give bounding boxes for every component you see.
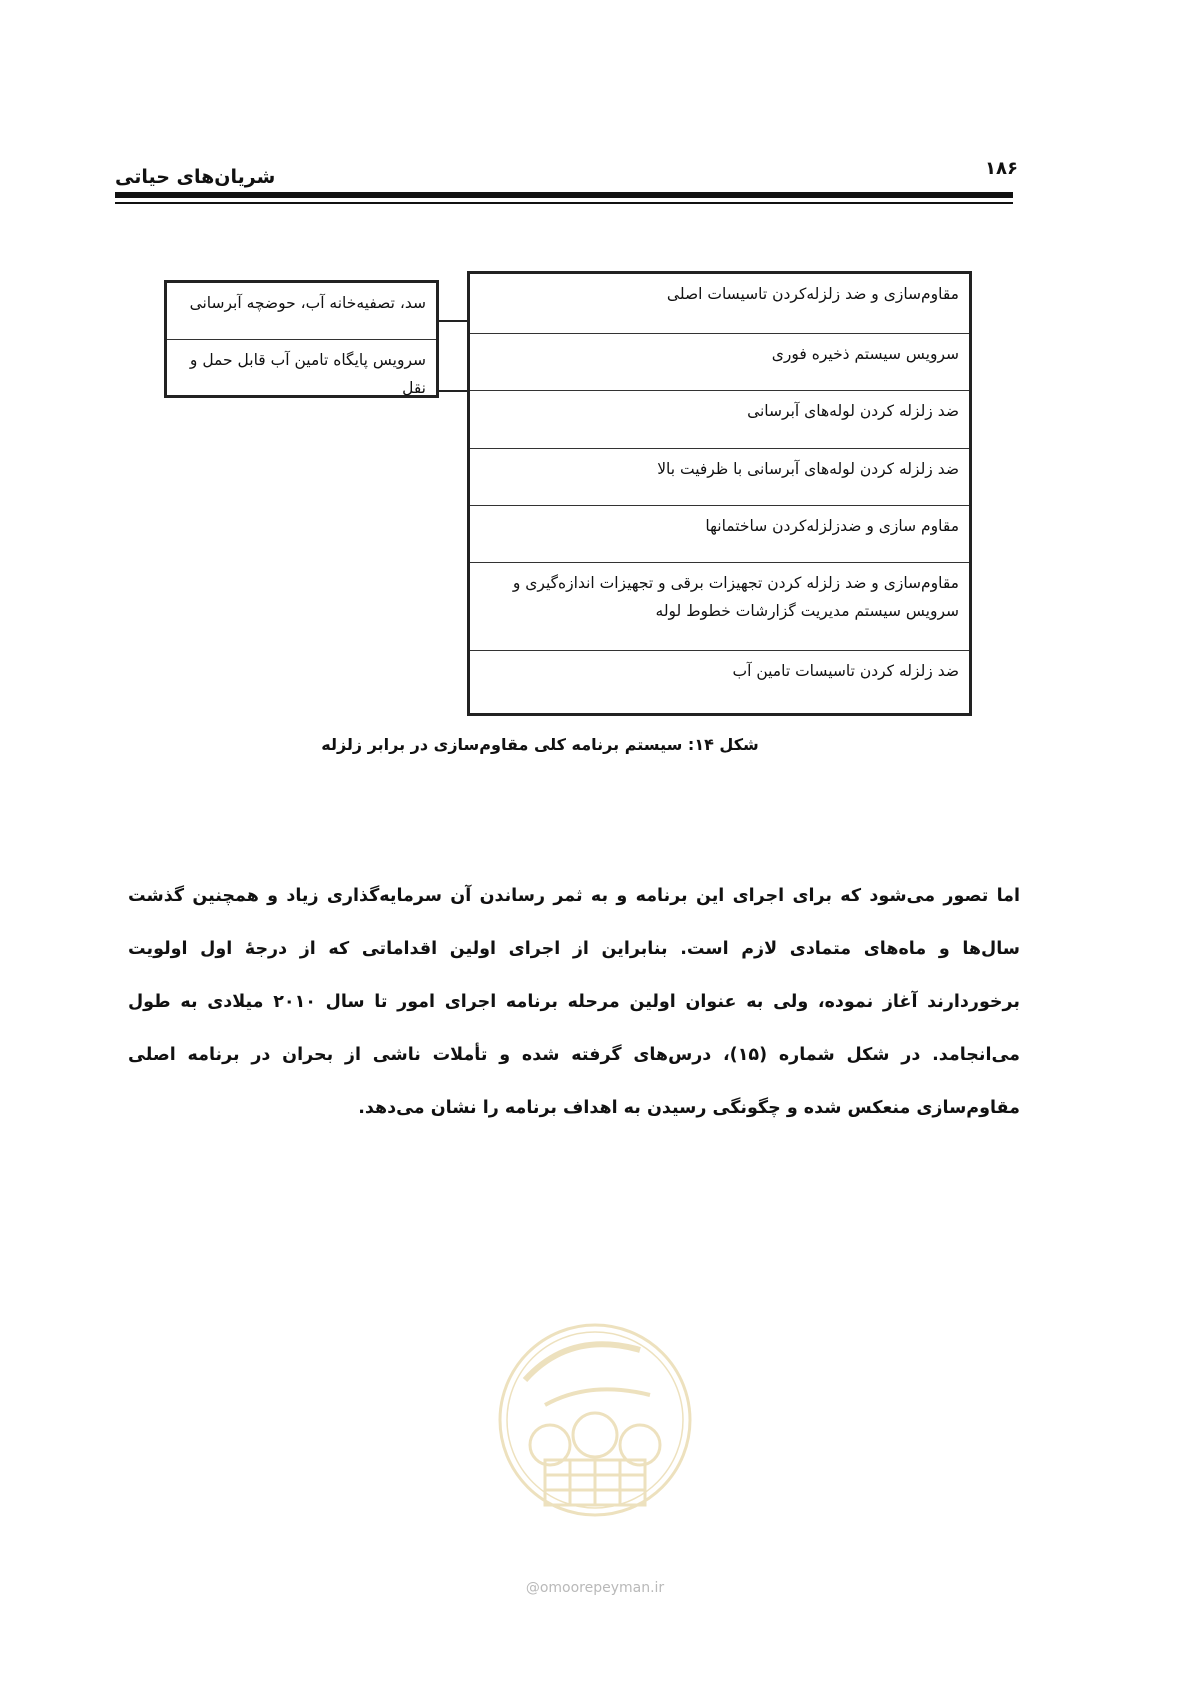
watermark-url: @omoorepeyman.ir bbox=[525, 1580, 665, 1596]
diagram-left-box: سد، تصفیه‌خانه آب، حوضچه آبرسانی bbox=[167, 283, 436, 340]
diagram-right-box: ضد زلزله کردن لوله‌های آبرسانی bbox=[470, 391, 969, 449]
diagram-right-box: مقاوم‌سازی و ضد زلزله کردن تجهیزات برقی و تجهیزات اندازه‌گیری و سرویس سیستم مدیریت گزارشات خطوط لوله bbox=[470, 563, 969, 651]
diagram-left-box: سرویس پایگاه تامین آب قابل حمل و نقل bbox=[189, 351, 426, 397]
diagram-right-box: ضد زلزله کردن لوله‌های آبرسانی با ظرفیت بالا bbox=[470, 449, 969, 506]
body-paragraph: اما تصور می‌شود که برای اجرای این برنامه و به ثمر رساندن آن سرمایه‌گذاری زیاد و همچنین گذشت سال‌ها و ماه‌های متمادی لازم است. بنابراین از اجرای اولین اقداماتی که از درجهٔ اول اولویت برخوردارند آغاز نموده، ولی به عنوان اولین مرحله برنامه اجرای امور تا سال ۲۰۱۰ میلادی به طول می‌انجامد. در شکل شماره (۱۵)، درس‌های گرفته شده و تأملات ناشی از بحران در برنامه اصلی مقاوم‌سازی منعکس شده و چگونگی رسیدن به اهداف برنامه را نشان می‌دهد. bbox=[128, 886, 1020, 1118]
header-rule-thin bbox=[115, 202, 1013, 204]
figure-caption: شکل ۱۴: سیستم برنامه کلی مقاوم‌سازی در برابر زلزله bbox=[321, 735, 759, 754]
watermark-logo bbox=[490, 1310, 700, 1570]
diagram-connector bbox=[439, 320, 467, 322]
page-number: ۱۸۶ bbox=[985, 158, 1018, 179]
running-title: شریان‌های حیاتی bbox=[115, 166, 276, 188]
diagram-right-box: سرویس سیستم ذخیره فوری bbox=[470, 334, 969, 391]
header-rule-thick bbox=[115, 192, 1013, 198]
diagram-right-box: مقاوم سازی و ضدزلزله‌کردن ساختمانها bbox=[470, 506, 969, 563]
diagram-right-box: ضد زلزله کردن تاسیسات تامین آب bbox=[732, 662, 959, 680]
diagram-right-group bbox=[467, 271, 972, 716]
diagram-connector bbox=[439, 390, 467, 392]
diagram-right-box: مقاوم‌سازی و ضد زلزله‌کردن تاسیسات اصلی bbox=[470, 274, 969, 334]
diagram-left-group bbox=[164, 280, 439, 398]
